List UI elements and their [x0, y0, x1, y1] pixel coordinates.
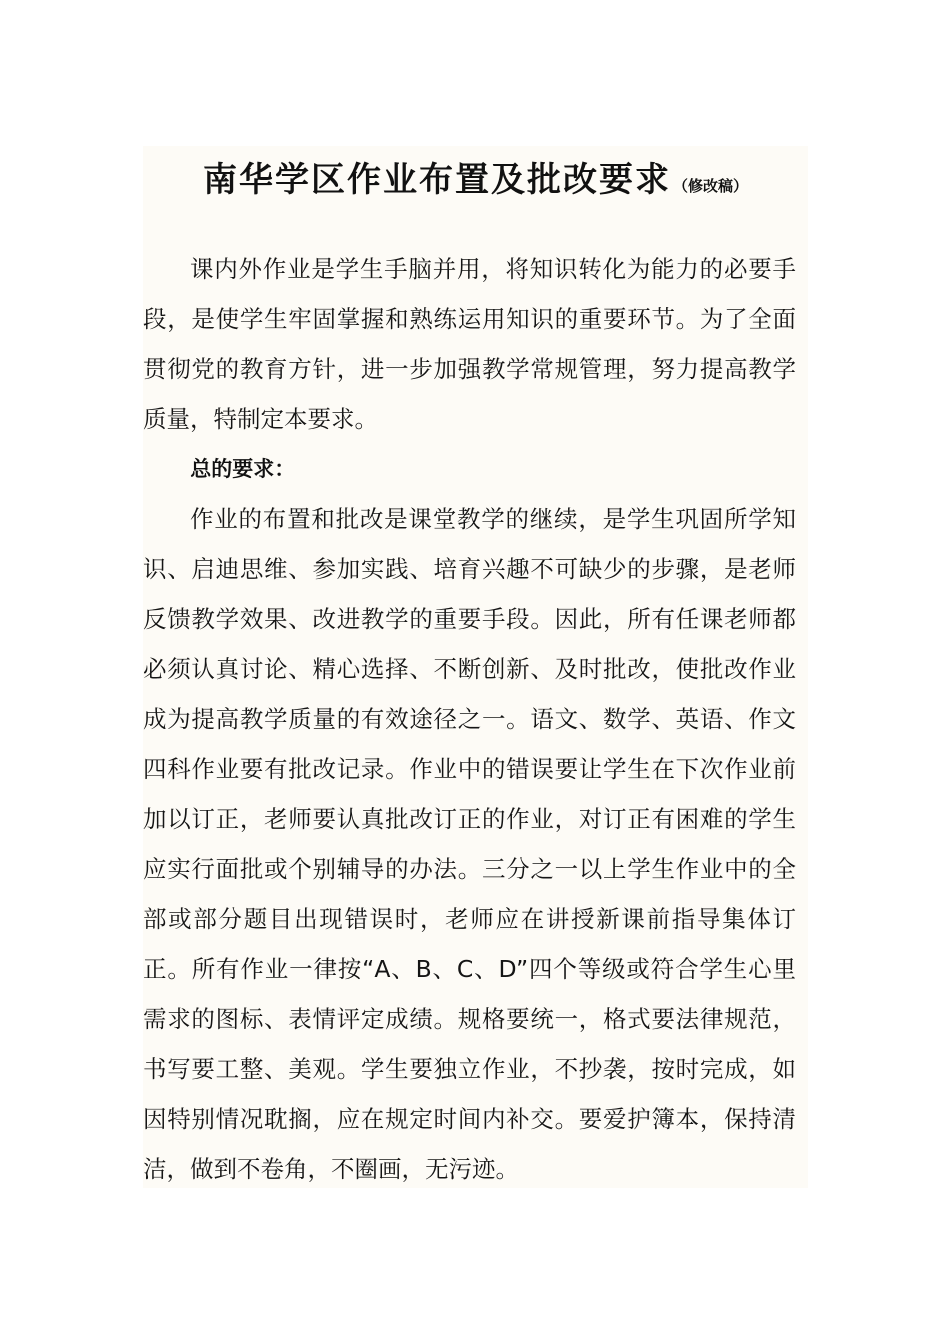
requirements-paragraph: 作业的布置和批改是课堂教学的继续，是学生巩固所学知识、启迪思维、参加实践、培育兴趣不可缺少的步骤，是老师反馈教学效果、改进教学的重要手段。因此，所有任课老师都必须认真讨论、精心选择、不断创新、及时批改，使批改作业成为提高教学质量的有效途径之一。语文、数学、英语、作文四科作业要有批改记录。作业中的错误要让学生在下次作业前加以订正，老师要认真批改订正的作业，对订正有困难的学生应实行面批或个别辅导的办法。三分之一以上学生作业中的全部或部分题目出现错误时，老师应在讲授新课前指导集体订正。所有作业一律按“A、B、C、D”四个等级或符合学生心里需求的图标、表情评定成绩。规格要统一，格式要法律规范，书写要工整、美观。学生要独立作业，不抄袭，按时完成，如因特别情况耽搁，应在规定时间内补交。要爱护簿本，保持清洁，做到不卷角，不圈画，无污迹。 — [143, 505, 796, 1183]
section-heading: 总的要求： — [190, 457, 296, 481]
document-title: 南华学区作业布置及批改要求 — [203, 160, 671, 200]
document-body — [143, 244, 796, 1194]
intro-paragraph: 课内外作业是学生手脑并用，将知识转化为能力的必要手段，是使学生牢固掌握和熟练运用知识的重要环节。为了全面贯彻党的教育方针，进一步加强教学常规管理，努力提高教学质量，特制定本要求。 — [143, 255, 796, 433]
document-title-note: （修改稿） — [673, 177, 749, 195]
document-header — [203, 152, 748, 202]
